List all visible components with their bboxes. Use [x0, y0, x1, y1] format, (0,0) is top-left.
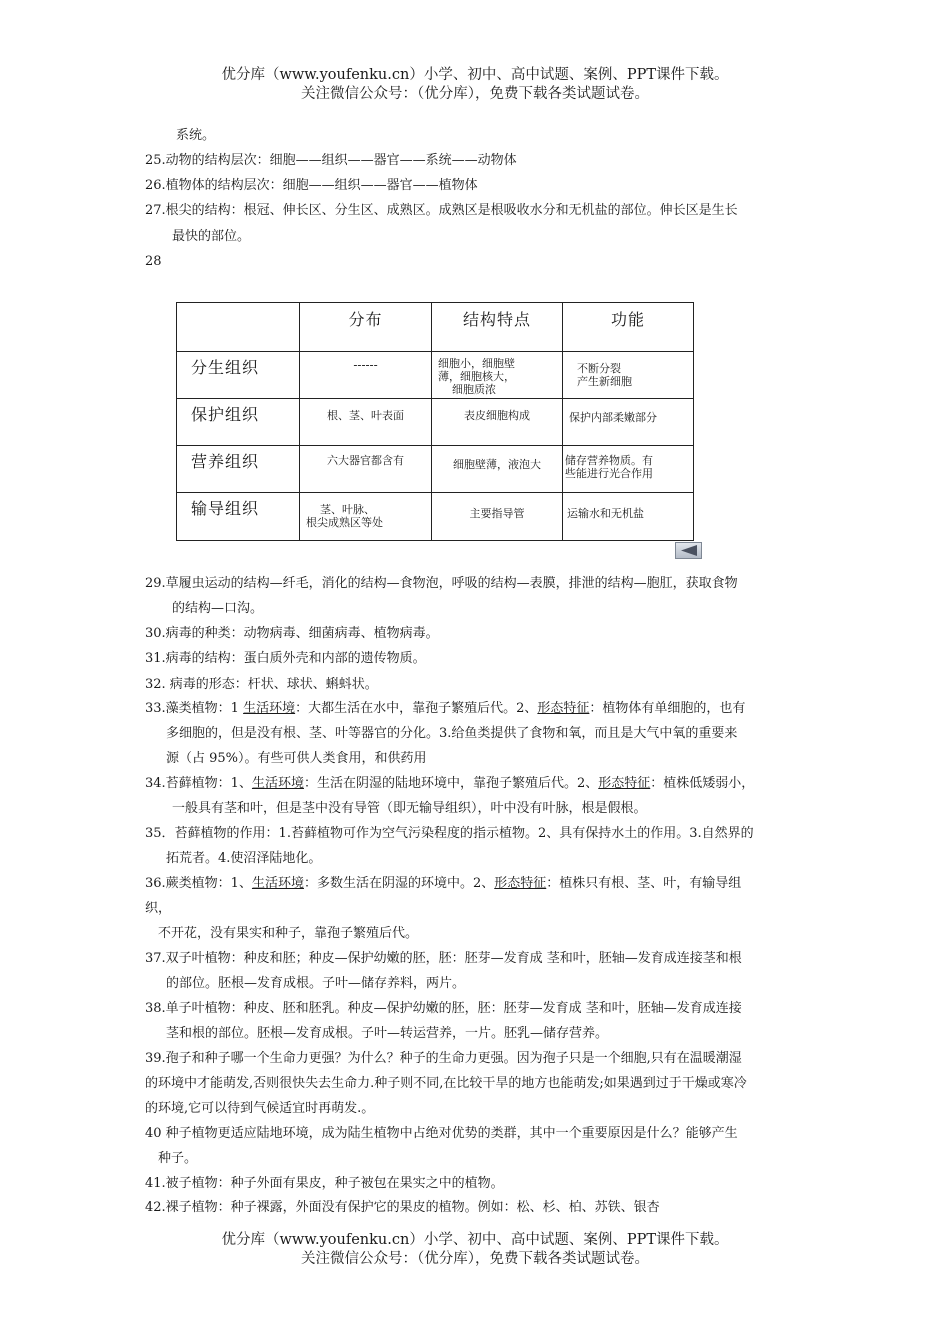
- item-30: 30.病毒的种类：动物病毒、细菌病毒、植物病毒。: [145, 626, 439, 641]
- cell-distribution: 六大器官都含有: [300, 446, 432, 493]
- item-34-line-2: 一般具有茎和叶，但是茎中没有导管（即无输导组织），叶中没有叶脉，根是假根。: [172, 801, 647, 816]
- row-label: 输导组织: [177, 493, 300, 541]
- header-structure: 结构特点: [432, 303, 563, 352]
- table-row: [177, 352, 694, 399]
- cell-text: 不断分裂: [577, 362, 621, 375]
- underlined-term: 形态特征: [494, 876, 547, 891]
- page-header: [0, 66, 950, 104]
- header-line-1: 优分库（www.youfenku.cn）小学、初中、高中试题、案例、PPT课件下载。: [221, 67, 729, 83]
- table-header-row: [177, 303, 694, 352]
- cell-distribution: [300, 493, 432, 541]
- text: 36.蕨类植物：1、: [145, 876, 252, 891]
- item-33-line-1: [145, 700, 745, 718]
- item-29-line-2: 的结构—口沟。: [172, 601, 264, 616]
- item-42: 42.裸子植物：种子裸露，外面没有保护它的果皮的植物。例如：松、杉、柏、苏铁、银杏: [145, 1200, 660, 1215]
- cell-text: 产生新细胞: [577, 375, 632, 388]
- cell-text: 茎、叶脉、: [320, 503, 375, 516]
- footer-line-2: 关注微信公众号：（优分库），免费下载各类试题试卷。: [301, 1251, 649, 1267]
- plant-tissue-table: [176, 302, 694, 541]
- item-36-line-1: [145, 875, 741, 893]
- item-36-line-3: 不开花，没有果实和种子，靠孢子繁殖后代。: [158, 926, 419, 941]
- underlined-term: 生活环境: [251, 876, 304, 891]
- text: ：植株低矮弱小，: [650, 776, 755, 791]
- cell-text: 细胞质浓: [452, 383, 496, 396]
- underlined-term: 形态特征: [598, 776, 651, 791]
- item-27-line-2: 最快的部位。: [172, 229, 251, 244]
- item-29-line-1: 29.草履虫运动的结构—纤毛，消化的结构—食物泡，呼吸的结构—表膜，排泄的结构—胞肛，获取食物: [145, 576, 738, 591]
- item-35-line-1: 35．苔藓植物的作用：1.苔藓植物可作为空气污染程度的指示植物。2、具有保持水土的作用。3.自然界的: [145, 826, 754, 841]
- cell-structure: 主要指导管: [432, 493, 563, 541]
- text-line-24-end: 系统。: [176, 128, 216, 143]
- table-row: [177, 493, 694, 541]
- item-26: 26.植物体的结构层次：细胞——组织——器官——植物体: [145, 178, 478, 193]
- cell-text: 根尖成熟区等处: [306, 516, 383, 529]
- page-footer: [0, 1231, 950, 1269]
- item-32: 32. 病毒的形态：杆状、球状、蝌蚪状。: [145, 677, 378, 692]
- table-row: [177, 446, 694, 493]
- item-38-line-1: 38.单子叶植物：种皮、胚和胚乳。种皮—保护幼嫩的胚，胚：胚芽—发育成 茎和叶，胚轴—发育成连接: [145, 1001, 742, 1016]
- table-corner-cell: [177, 303, 300, 352]
- header-function: 功能: [563, 303, 694, 352]
- item-33-line-3: 源（占 95%）。有些可供人类食用，和供药用: [166, 751, 427, 766]
- item-39-line-1: 39.孢子和种子哪一个生命力更强？为什么？种子的生命力更强。因为孢子只是一个细胞,只有在温暖潮湿: [145, 1051, 742, 1066]
- row-label: 分生组织: [177, 352, 300, 399]
- item-37-line-1: 37.双子叶植物：种皮和胚；种皮—保护幼嫩的胚，胚：胚芽—发育成 茎和叶，胚轴—发育成连接茎和根: [145, 951, 742, 966]
- cell-text: 储存营养物质。有: [565, 454, 653, 467]
- cell-structure: [432, 352, 563, 399]
- item-40-line-1: 40 种子植物更适应陆地环境，成为陆生植物中占绝对优势的类群，其中一个重要原因是什么？能够产生: [145, 1126, 738, 1141]
- cell-function: [563, 352, 694, 399]
- item-39-line-3: 的环境,它可以待到气候适宜时再萌发.。: [145, 1101, 375, 1116]
- table-row: [177, 399, 694, 446]
- item-33-line-2: 多细胞的，但是没有根、茎、叶等器官的分化。3.给鱼类提供了食物和氧，而且是大气中氧的重要来: [166, 726, 738, 741]
- underlined-term: 生活环境: [251, 776, 304, 791]
- item-36-line-2: 织，: [145, 901, 172, 916]
- item-25: 25.动物的结构层次：细胞——组织——器官——系统——动物体: [145, 153, 517, 168]
- cell-text: 细胞小，细胞壁: [438, 357, 515, 370]
- text: 34.苔藓植物：1、: [145, 776, 252, 791]
- cell-text: 薄，细胞核大，: [438, 370, 515, 383]
- cell-distribution: 根、茎、叶表面: [300, 399, 432, 446]
- text: 33.藻类植物：1: [145, 701, 244, 716]
- item-34-line-1: [145, 775, 754, 793]
- row-label: 保护组织: [177, 399, 300, 446]
- cell-text: 些能进行光合作用: [565, 467, 653, 480]
- item-27-line-1: 27.根尖的结构：根冠、伸长区、分生区、成熟区。成熟区是根吸收水分和无机盐的部位。伸长区是生长: [145, 203, 738, 218]
- item-38-line-2: 茎和根的部位。胚根—发育成根。子叶—转运营养，一片。胚乳—储存营养。: [166, 1026, 609, 1041]
- item-31: 31.病毒的结构：蛋白质外壳和内部的遗传物质。: [145, 651, 426, 666]
- cell-function: 保护内部柔嫩部分: [563, 399, 694, 446]
- item-28-number: 28: [145, 254, 162, 269]
- cell-function: 运输水和无机盐: [563, 493, 694, 541]
- header-distribution: 分布: [300, 303, 432, 352]
- underlined-term: 生活环境: [243, 701, 296, 716]
- item-35-line-2: 拓荒者。4.使沼泽陆地化。: [166, 851, 322, 866]
- item-39-line-2: 的环境中才能萌发,否则很快失去生命力.种子则不同,在比较干旱的地方也能萌发;如果遇到过于干燥或寒冷: [145, 1076, 747, 1091]
- text: ：生活在阴湿的陆地环境中，靠孢子繁殖后代。2、: [303, 776, 599, 791]
- text: ：多数生活在阴湿的环境中。2、: [303, 876, 495, 891]
- cell-distribution: ------: [300, 352, 432, 399]
- row-label: 营养组织: [177, 446, 300, 493]
- text: ：植物体有单细胞的，也有: [589, 701, 746, 716]
- item-41: 41.被子植物：种子外面有果皮，种子被包在果实之中的植物。: [145, 1176, 504, 1191]
- footer-line-1: 优分库（www.youfenku.cn）小学、初中、高中试题、案例、PPT课件下载。: [221, 1232, 729, 1248]
- text: ：植株只有根、茎、叶，有输导组: [546, 876, 742, 891]
- cell-structure: 细胞壁薄，液泡大: [432, 446, 563, 493]
- item-37-line-2: 的部位。胚根—发育成根。子叶—储存养料，两片。: [166, 976, 466, 991]
- cell-function: [563, 446, 694, 493]
- cell-structure: 表皮细胞构成: [432, 399, 563, 446]
- back-button[interactable]: [675, 542, 702, 559]
- text: ：大都生活在水中，靠孢子繁殖后代。2、: [295, 701, 538, 716]
- header-line-2: 关注微信公众号：（优分库），免费下载各类试题试卷。: [301, 86, 649, 102]
- underlined-term: 形态特征: [537, 701, 590, 716]
- item-40-line-2: 种子。: [158, 1151, 198, 1166]
- back-arrow-icon: [681, 545, 697, 556]
